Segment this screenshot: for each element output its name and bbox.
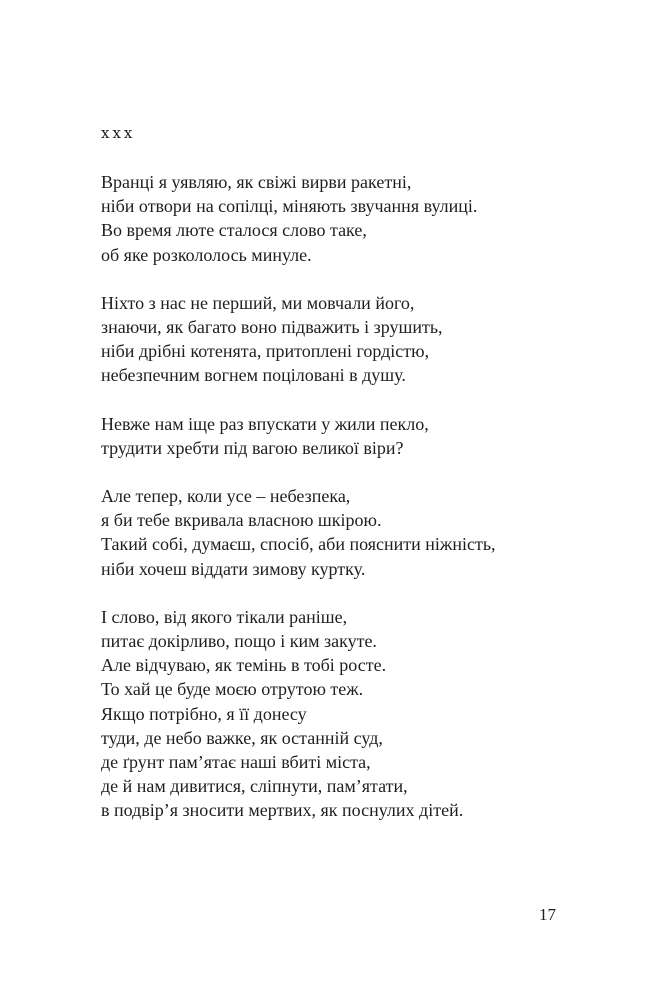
poem-line: я би тебе вкривала власною шкірою.: [101, 510, 382, 531]
page-number: 17: [539, 905, 556, 924]
poem-line: в подвір’я зносити мертвих, як поснулих дітей.: [101, 800, 464, 821]
poem-line: питає докірливо, пощо і ким закуте.: [101, 631, 377, 652]
poem-line: знаючи, як багато воно підважить і зрушить,: [101, 317, 443, 338]
poem-line: І слово, від якого тікали раніше,: [101, 606, 348, 627]
stanza: [101, 484, 621, 581]
poem-body: [101, 170, 621, 847]
poem-line: Але відчуваю, як темінь в тобі росте.: [101, 655, 387, 676]
poem-line: То хай це буде моєю отрутою теж.: [101, 679, 364, 700]
poem-heading: xxx: [101, 124, 136, 142]
poem-line: трудити хребти під вагою великої віри?: [101, 437, 404, 458]
stanza: [101, 605, 621, 823]
poem-line: об яке розкололось минуле.: [101, 244, 312, 265]
poem-line: Якщо потрібно, я її донесу: [101, 703, 307, 724]
stanza: [101, 170, 621, 267]
stanza: [101, 412, 621, 460]
poem-line: Але тепер, коли усе – небезпека,: [101, 486, 351, 507]
poem-line: Вранці я уявляю, як свіжі вирви ракетні,: [101, 172, 412, 192]
poem-line: Ніхто з нас не перший, ми мовчали його,: [101, 292, 415, 313]
poem-line: небезпечним вогнем поціловані в душу.: [101, 365, 406, 386]
poem-line: Такий собі, думаєш, спосіб, аби пояснити ніжність,: [101, 534, 496, 555]
poem-line: де ґрунт пам’ятає наші вбиті міста,: [101, 752, 371, 773]
poem-line: ніби отвори на сопілці, міняють звучання вулиці.: [101, 196, 478, 217]
poem-line: ніби хочеш віддати зимову куртку.: [101, 558, 366, 579]
poem-line: де й нам дивитися, сліпнути, пам’ятати,: [101, 776, 408, 797]
stanza: [101, 291, 621, 388]
poem-line: Во время люте сталося слово таке,: [101, 220, 367, 241]
poem-line: туди, де небо важке, як останній суд,: [101, 727, 383, 748]
poem-line: Невже нам іще раз впускати у жили пекло,: [101, 413, 429, 434]
poem-line: ніби дрібні котенята, притоплені гордістю,: [101, 341, 430, 362]
